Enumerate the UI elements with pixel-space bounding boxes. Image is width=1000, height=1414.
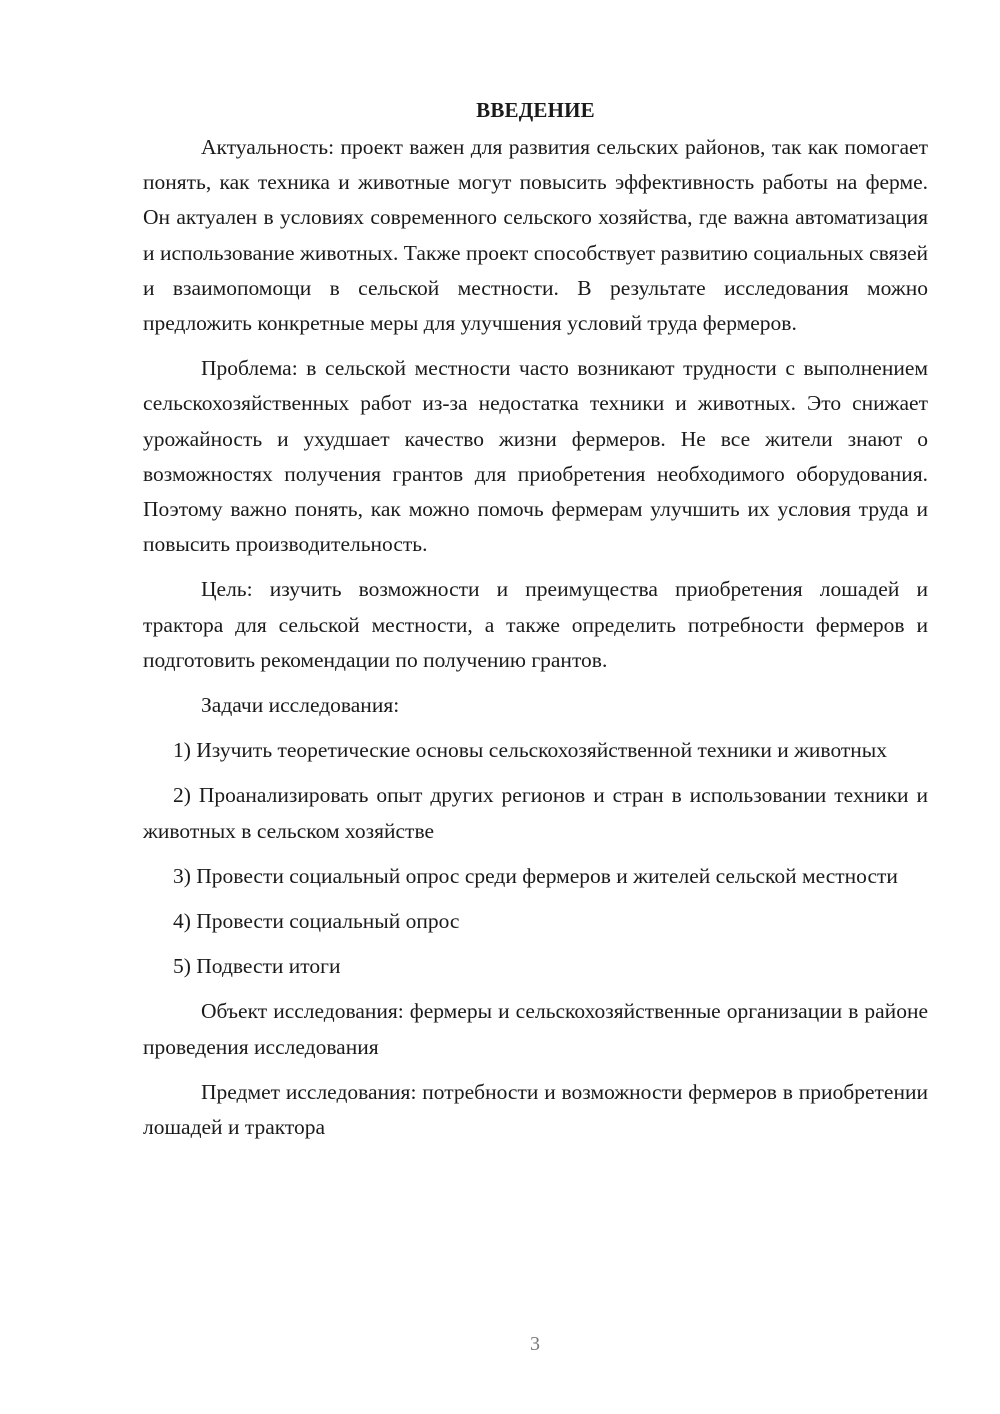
task-item: 1) Изучить теоретические основы сельскохозяйственной техники и животных (173, 738, 888, 763)
task-item: 2) Проанализировать опыт других регионов и стран в использовании техники и животных в сельском хозяйстве (143, 783, 928, 843)
page-number: 3 (530, 1333, 540, 1355)
paragraph-problem: Проблема: в сельской местности часто возникают трудности с выполнением сельскохозяйственных работ из-за недостатка техники и животных. Это снижает урожайность и ухудшает качество жизни фермеров. Не все жители знают о возможностях получения грантов для приобретения необходимого оборудования. Поэтому важно понять, как можно помочь фермерам улучшить их условия труда и повысить производительность. (143, 356, 928, 557)
page-title: ВВЕДЕНИЕ (476, 98, 595, 122)
task-item: 3) Провести социальный опрос среди фермеров и жителей сельской местности (173, 863, 898, 888)
task-item: 4) Провести социальный опрос (173, 909, 460, 934)
task-item: 5) Подвести итоги (173, 954, 341, 979)
paragraph-subject: Предмет исследования: потребности и возможности фермеров в приобретении лошадей и трактора (143, 1079, 928, 1140)
paragraph-relevance: Актуальность: проект важен для развития сельских районов, так как помогает понять, как техника и животные могут повысить эффективность работы на ферме. Он актуален в условиях современного сельского хозяйства, где важна автоматизация и использование животных. Также проект способствует развитию социальных связей и взаимопомощи в сельской местности. В результате исследования можно предложить конкретные меры для улучшения условий труда фермеров. (143, 135, 928, 336)
document-page (143, 92, 928, 1155)
paragraph-tasks-heading: Задачи исследования: (201, 693, 400, 718)
paragraph-object: Объект исследования: фермеры и сельскохозяйственные организации в районе проведения исследования (143, 999, 928, 1059)
paragraph-goal: Цель: изучить возможности и преимущества приобретения лошадей и трактора для сельской местности, а также определить потребности фермеров и подготовить рекомендации по получению грантов. (143, 577, 928, 672)
